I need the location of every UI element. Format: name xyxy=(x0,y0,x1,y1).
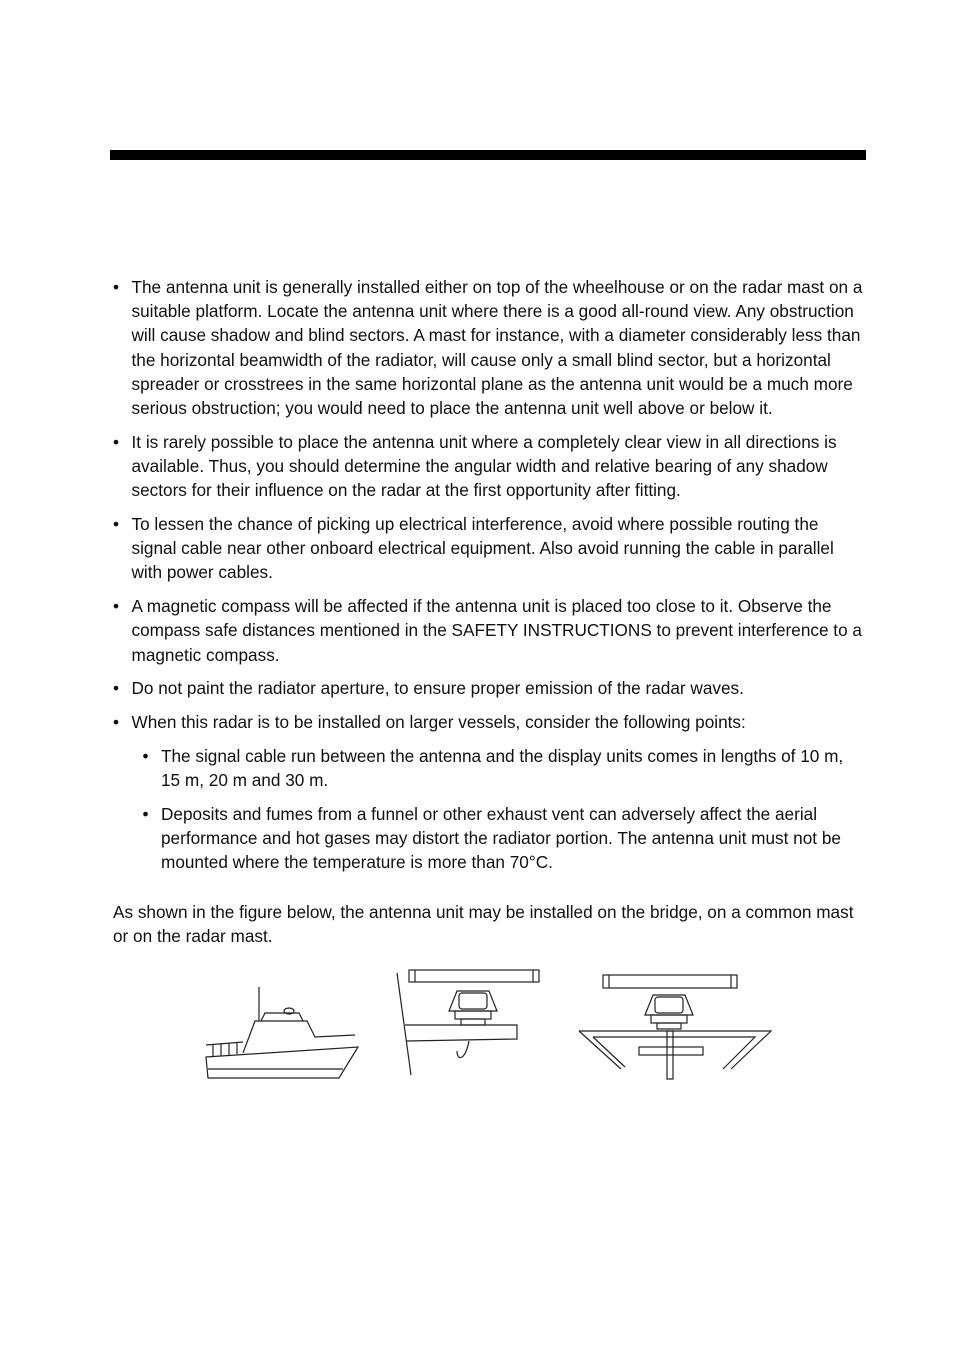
mounting-locations-figure xyxy=(195,965,785,1085)
bullet-item: • It is rarely possible to place the antenna unit where a completely clear view in all directions is available. Thus, you should determine the angular width and relative bearing of any shadow sectors for their influence on the radar at the first opportunity after fitting. xyxy=(113,430,865,503)
common-mast-illustration xyxy=(397,970,539,1075)
bullet-item: • A magnetic compass will be affected if the antenna unit is placed too close to it. Observe the compass safe distances mentioned in the SAFETY INSTRUCTIONS to prevent interference to a magnetic compass. xyxy=(113,594,865,667)
bullet-text: When this radar is to be installed on larger vessels, consider the following points: xyxy=(131,712,746,733)
chapter-rule xyxy=(110,150,866,160)
closing-paragraph: As shown in the figure below, the antenna unit may be installed on the bridge, on a common mast or on the radar mast. xyxy=(113,902,854,947)
installation-considerations xyxy=(113,275,865,884)
boat-illustration xyxy=(206,987,358,1078)
bullet-item: • The antenna unit is generally installed either on top of the wheelhouse or on the radar mast on a suitable platform. Locate the antenna unit where there is a good all-round view. Any obstruction will cause shadow and blind sectors. A mast for instance, with a diameter considerably less than the horizontal beamwidth of the radiator, will cause only a small blind sector, but a horizontal spreader or crosstrees in the same horizontal plane as the antenna unit would be a much more serious obstruction; you would need to place the antenna unit well above or below it. xyxy=(113,275,865,420)
bullet-item: • To lessen the chance of picking up electrical interference, avoid where possible routing the signal cable near other onboard electrical equipment. Also avoid running the cable in parallel with power cables. xyxy=(113,512,865,585)
radar-mast-illustration xyxy=(579,975,771,1079)
sub-bullet-item: • Deposits and fumes from a funnel or other exhaust vent can adversely affect the aerial performance and hot gases may distort the radiator portion. The antenna unit must not be mounted where the temperature is more than 70°C. xyxy=(143,802,866,875)
bullet-item: • Do not paint the radiator aperture, to ensure proper emission of the radar waves. xyxy=(113,676,865,700)
sub-bullet-list xyxy=(143,744,866,875)
sub-bullet-item: • The signal cable run between the antenna and the display units comes in lengths of 10 m, 15 m, 20 m and 30 m. xyxy=(143,744,866,792)
bullet-list xyxy=(113,275,865,875)
bullet-item-larger-vessels xyxy=(113,710,865,874)
